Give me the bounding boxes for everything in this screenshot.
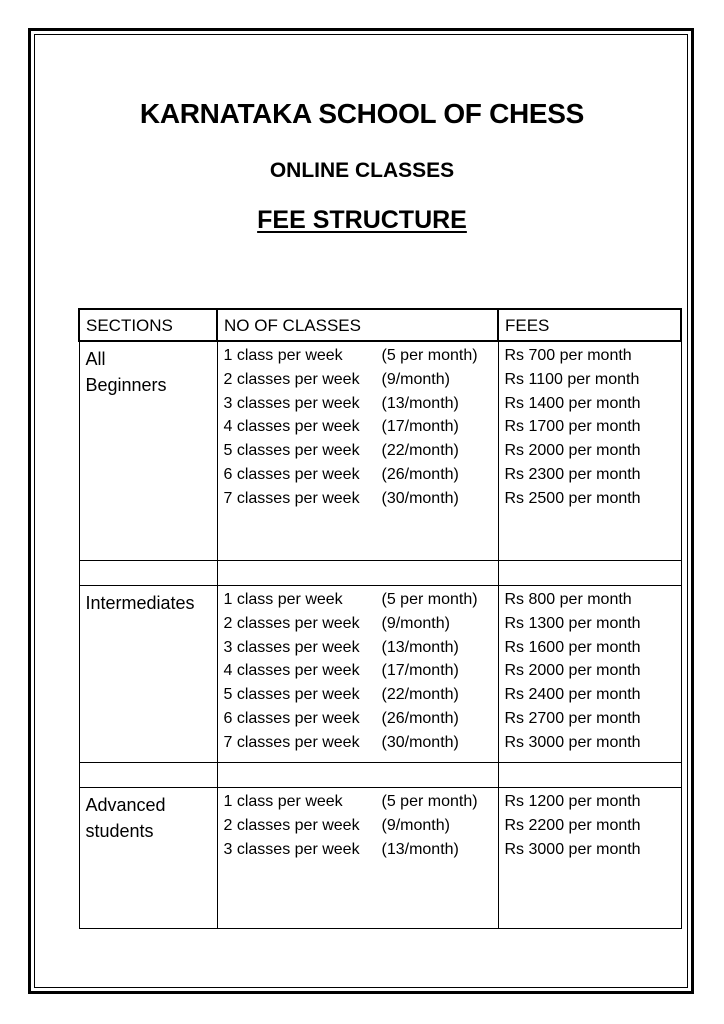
fee-amount: Rs 1700 per month [504,418,641,436]
fee-amount: Rs 1400 per month [504,394,641,412]
spacer-cell [79,561,217,586]
classes-per-week: 2 classes per week [223,614,360,632]
classes-per-month: (26/month) [381,465,459,483]
class-option [224,707,492,731]
section-name-line: students [85,821,154,841]
fee-amount: Rs 3000 per month [504,840,641,858]
section-name [79,586,217,763]
classes-per-month: (13/month) [381,394,459,412]
class-option [224,659,492,683]
classes-per-month: (13/month) [381,840,459,858]
fee-amount: Rs 2700 per month [504,709,641,727]
classes-per-week: 6 classes per week [223,709,360,727]
section-name-line: Beginners [85,375,167,395]
spacer-row [79,561,681,586]
classes-per-week: 6 classes per week [223,465,360,483]
fees-cell [498,586,681,763]
spacer-cell [217,561,498,586]
class-option [224,814,492,838]
classes-per-week: 5 classes per week [223,686,360,704]
fee-amount: Rs 2500 per month [504,489,641,507]
classes-cell [217,788,498,929]
classes-per-week: 4 classes per week [223,662,360,680]
fee-amount: Rs 2200 per month [504,816,641,834]
classes-per-month: (17/month) [381,418,459,436]
fee-table-header [79,309,681,341]
class-option [224,838,492,862]
fee-table [78,308,682,929]
spacer-cell [498,763,681,788]
fee-amount: Rs 1200 per month [504,793,641,810]
section-name-line: Advanced [85,795,166,815]
classes-per-month: (30/month) [381,733,459,751]
class-option [224,344,492,368]
class-option [224,731,492,755]
classes-per-month: (22/month) [381,686,459,704]
subtitle: ONLINE CLASSES [269,159,455,182]
classes-per-week: 7 classes per week [223,489,360,507]
classes-per-month: (5 per month) [381,591,478,608]
fees-cell [498,788,681,929]
fee-amount: Rs 1600 per month [504,638,641,656]
class-option [224,415,492,439]
classes-per-week: 3 classes per week [223,394,360,412]
fee-structure-heading: FEE STRUCTURE [257,206,467,234]
fee-amount: Rs 1100 per month [504,370,640,388]
classes-per-month: (17/month) [381,662,459,680]
classes-cell [217,586,498,763]
classes-per-week: 7 classes per week [223,733,360,751]
spacer-cell [79,763,217,788]
fee-amount: Rs 2300 per month [504,465,641,483]
classes-per-month: (9/month) [381,370,450,388]
school-name: KARNATAKA SCHOOL OF CHESS [139,98,585,129]
classes-per-month: (13/month) [381,638,459,656]
spacer-cell [498,561,681,586]
classes-per-week: 3 classes per week [223,840,360,858]
fee-amount: Rs 3000 per month [504,733,641,751]
section-name [79,341,217,561]
class-option [224,588,492,612]
classes-per-week: 5 classes per week [223,442,360,460]
classes-per-week: 1 class per week [223,793,343,810]
fees-cell [498,341,681,561]
fee-amount: Rs 1300 per month [504,614,641,632]
spacer-row [79,763,681,788]
section-row [79,341,681,561]
fee-amount: Rs 700 per month [504,347,632,364]
class-option [224,392,492,416]
classes-per-week: 2 classes per week [223,370,360,388]
classes-per-week: 1 class per week [223,591,343,608]
section-row [79,586,681,763]
section-name [79,788,217,929]
classes-per-month: (9/month) [381,614,450,632]
classes-cell [217,341,498,561]
column-header-fees: FEES [498,309,681,341]
classes-per-month: (22/month) [381,442,459,460]
class-option [224,368,492,392]
classes-per-month: (26/month) [381,709,459,727]
class-option [224,683,492,707]
classes-per-month: (30/month) [381,489,459,507]
classes-per-month: (5 per month) [381,793,478,810]
classes-per-week: 3 classes per week [223,638,360,656]
class-option [224,487,492,511]
class-option [224,790,492,814]
fee-amount: Rs 2000 per month [504,662,641,680]
section-name-line: Intermediates [85,593,195,613]
classes-per-month: (9/month) [381,816,450,834]
fee-amount: Rs 800 per month [504,591,632,608]
classes-per-month: (5 per month) [381,347,478,364]
section-row [79,788,681,929]
column-header-classes: NO OF CLASSES [217,309,498,341]
fee-amount: Rs 2400 per month [504,686,641,704]
class-option [224,439,492,463]
classes-per-week: 2 classes per week [223,816,360,834]
class-option [224,636,492,660]
classes-per-week: 1 class per week [223,347,343,364]
fee-amount: Rs 2000 per month [504,442,641,460]
class-option [224,463,492,487]
spacer-cell [217,763,498,788]
section-name-line: All [85,349,106,369]
classes-per-week: 4 classes per week [223,418,360,436]
class-option [224,612,492,636]
column-header-sections: SECTIONS [79,309,217,341]
